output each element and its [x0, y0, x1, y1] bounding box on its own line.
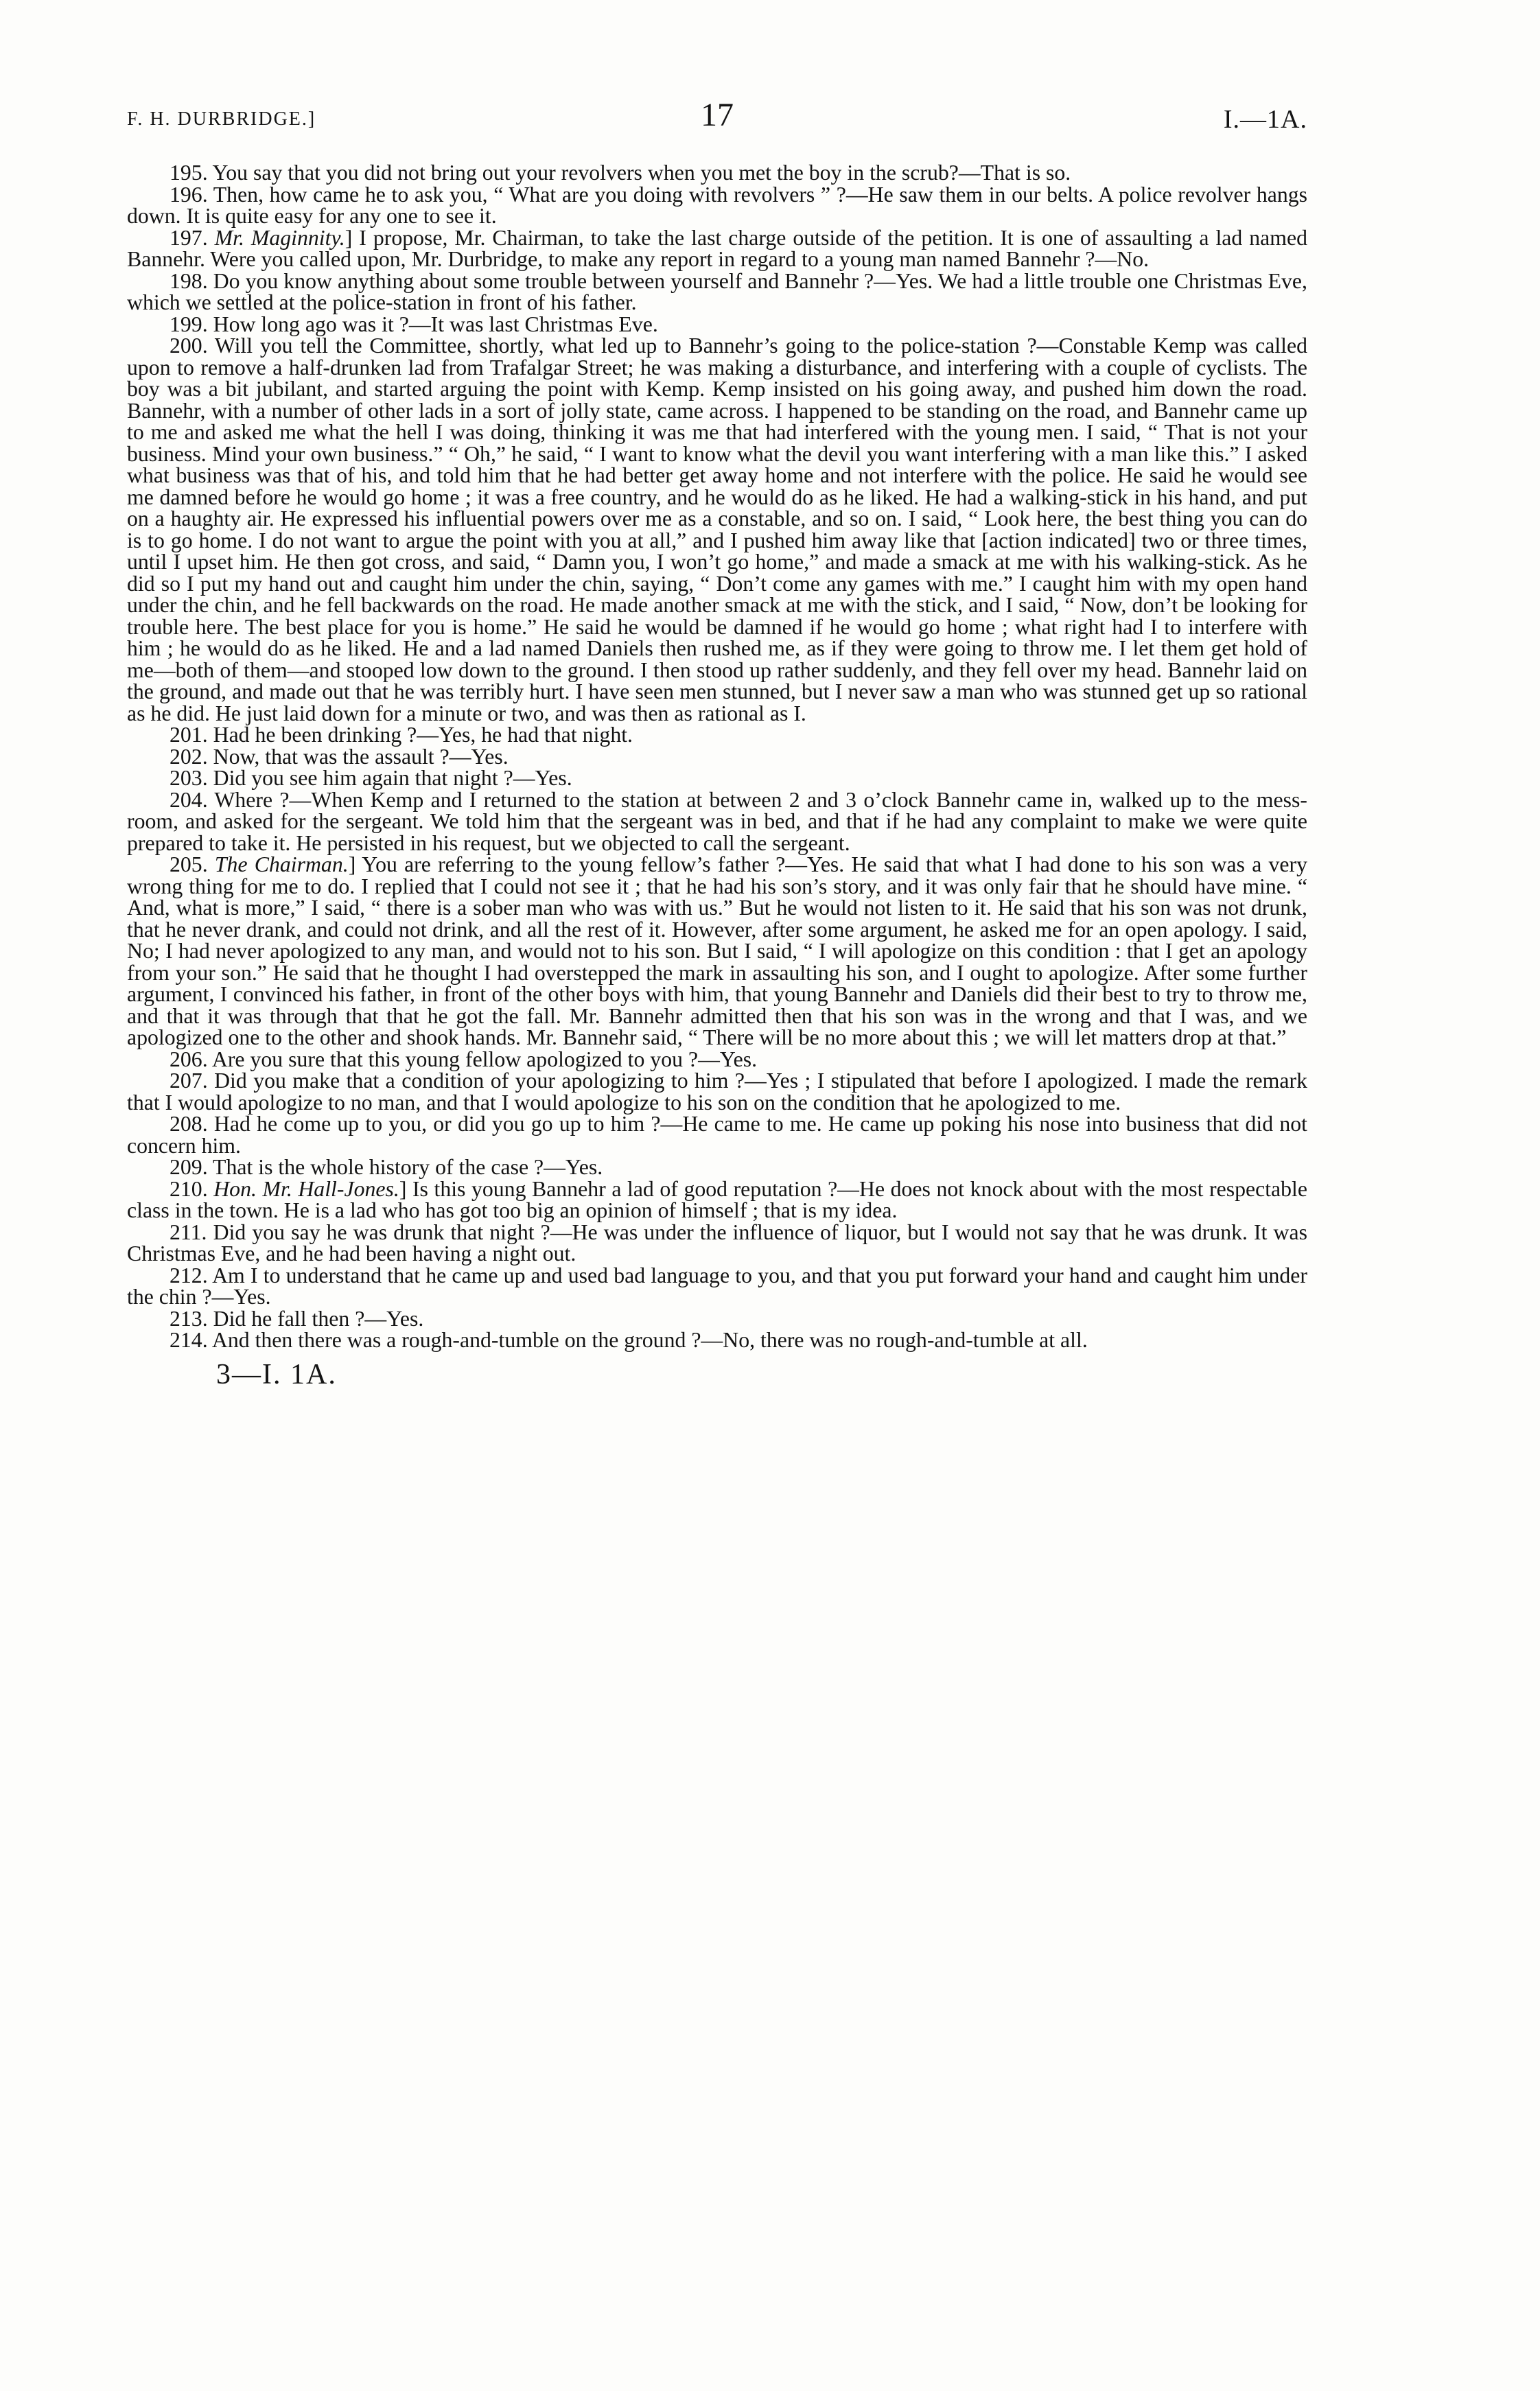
- question-paragraph: [127, 314, 1307, 336]
- question-number: 208.: [170, 1112, 208, 1136]
- question-number: 203.: [170, 766, 208, 790]
- question-number: 207.: [170, 1069, 208, 1093]
- question-answer-text: ] I propose, Mr. Chairman, to take the last charge outside of the petition. It is one of assaulting a lad named Bannehr. Were you called upon, Mr. Durbridge, to make any report in regard to a young man named Bannehr ?—No.: [127, 225, 1308, 271]
- question-number: 205.: [170, 852, 208, 876]
- question-number: 197.: [170, 225, 208, 250]
- question-answer-text: You say that you did not bring out your revolvers when you met the boy in the scrub?—That is so.: [212, 161, 1071, 185]
- question-answer-text: Do you know anything about some trouble between yourself and Bannehr ?—Yes. We had a little trouble one Christmas Eve, which we settled at the police-station in front of his father.: [127, 268, 1307, 314]
- question-number: 211.: [170, 1220, 207, 1244]
- question-answer-text: Did you make that a condition of your apologizing to him ?—Yes ; I stipulated that before I apologized. I made the remark that I would apologize to no man, and that I would apologize to his son on the condition that he apologized to me.: [127, 1069, 1307, 1115]
- page-number: 17: [701, 97, 734, 133]
- question-number: 196.: [170, 182, 208, 207]
- question-paragraph: [127, 767, 1307, 789]
- question-number: 209.: [170, 1155, 208, 1179]
- question-paragraph: [127, 854, 1307, 1049]
- question-number: 210.: [170, 1176, 208, 1201]
- question-answer-text: Am I to understand that he came up and used bad language to you, and that you put forward your hand and caught him under the chin ?—Yes.: [127, 1263, 1307, 1309]
- question-answer-text: Had he been drinking ?—Yes, he had that night.: [213, 723, 633, 747]
- question-paragraph: [127, 1222, 1307, 1265]
- question-paragraph: [127, 335, 1307, 724]
- question-answer-text: Are you sure that this young fellow apologized to you ?—Yes.: [211, 1047, 758, 1071]
- question-answer-text: Did you say he was drunk that night ?—He was under the influence of liquor, but I would not say that he was drunk. It was Christmas Eve, and he had been having a night out.: [127, 1220, 1308, 1266]
- question-number: 199.: [170, 312, 208, 336]
- question-answer-text: Then, how came he to ask you, “ What are you doing with revolvers ” ?—He saw them in our belts. A police revolver hangs down. It is quite easy for any one to see it.: [127, 182, 1308, 228]
- question-paragraph: [127, 1156, 1307, 1178]
- question-number: 195.: [170, 161, 208, 185]
- question-paragraph: [127, 1265, 1307, 1308]
- speaker-name: Mr. Maginnity.: [214, 225, 345, 250]
- header-witness-name: F. H. DURBRIDGE.]: [127, 108, 316, 130]
- question-paragraph: [127, 227, 1307, 270]
- question-answer-text: Did you see him again that night ?—Yes.: [213, 766, 572, 790]
- header-paper-reference: I.—1A.: [1223, 105, 1307, 134]
- question-number: 198.: [170, 268, 208, 293]
- question-number: 201.: [170, 723, 208, 747]
- document-page: [127, 96, 1307, 1391]
- question-paragraph: [127, 1178, 1307, 1222]
- question-answer-text: And then there was a rough-and-tumble on the ground ?—No, there was no rough-and-tumble at all.: [211, 1328, 1088, 1352]
- page-header: [127, 96, 1307, 144]
- question-number: 204.: [170, 787, 208, 812]
- speaker-name: Hon. Mr. Hall-Jones.: [213, 1176, 399, 1201]
- question-paragraph: [127, 162, 1307, 184]
- question-paragraph: [127, 1070, 1307, 1113]
- question-paragraph: [127, 746, 1307, 768]
- question-paragraph: [127, 1113, 1307, 1156]
- question-paragraph: [127, 270, 1307, 314]
- question-paragraph: [127, 1049, 1307, 1071]
- question-answer-text: Where ?—When Kemp and I returned to the station at between 2 and 3 o’clock Bannehr came in, walked up to the mess-room, and asked for the sergeant. We told him that the sergeant was in bed, and that if he had any complaint to make we were quite prepared to take it. He persisted in his request, but we objected to call the sergeant.: [127, 787, 1307, 855]
- question-paragraph: [127, 789, 1307, 854]
- question-paragraph: [127, 724, 1307, 746]
- question-paragraph: [127, 184, 1307, 227]
- question-number: 202.: [170, 744, 208, 769]
- question-number: 213.: [170, 1306, 208, 1331]
- question-answer-text: ] Is this young Bannehr a lad of good reputation ?—He does not knock about with the most respectable class in the town. He is a lad who has got too big an opinion of himself ; that is my idea.: [127, 1176, 1308, 1222]
- question-number: 200.: [170, 334, 208, 358]
- question-paragraph: [127, 1308, 1307, 1330]
- question-answer-text: Had he come up to you, or did you go up to him ?—He came to me. He came up poking his nose into business that did not concern him.: [127, 1112, 1308, 1158]
- question-answer-text: How long ago was it ?—It was last Christmas Eve.: [213, 312, 658, 336]
- question-answer-text: Will you tell the Committee, shortly, what led up to Bannehr’s going to the police-station ?—Constable Kemp was called upon to remove a half-drunken lad from Trafalgar Street; he was making a disturbance, and interfering with a couple of cyclists. The boy was a bit jubilant, and started arguing the point with Kemp. Kemp insisted on his going away, and pushed him down the road. Bannehr, with a number of other lads in a sort of jolly state, came across. I happened to be standing on the road, and Bannehr came up to me and asked me what the hell I was doing, thinking it was me that had interfered with the young men. I said, “ That is not your business. Mind your own business.” “ Oh,” he said, “ I want to know what the devil you want interfering with a man like this.” I asked what business was that of his, and told him that he had better get away home and not interfere with the police. He said he would see me damned before he would go home ; it was a free country, and he would do as he liked. He had a walking-stick in his hand, and put on a haughty air. He expressed his influential powers over me as a constable, and so on. I said, “ Look here, the best thing you can do is to go home. I do not want to argue the point with you at all,” and I pushed him away like that [action indicated] two or three times, until I upset him. He then got cross, and said, “ Damn you, I won’t go home,” and made a smack at me with his walking-stick. As he did so I put my hand out and caught him under the chin, saying, “ Don’t come any games with me.” I caught him with my open hand under the chin, and he fell backwards on the road. He made another smack at me with the stick, and I said, “ Now, don’t be looking for trouble here. The best place for you is home.” He said he would be damned if he would go home ; what right had I to interfere with him ; he would do as he liked. He and a lad named Daniels then rushed me, as if they were going to throw me. I let them get hold of me—both of them—and stooped low down to the ground. I then stood up rather suddenly, and they fell over my head. Bannehr laid on the ground, and made out that he was terribly hurt. I have seen men stunned, but I never saw a man who was stunned get up so rational as he did. He just laid down for a minute or two, and was then as rational as I.: [127, 334, 1308, 725]
- testimony-body: [127, 162, 1307, 1351]
- question-answer-text: ] You are referring to the young fellow’s father ?—Yes. He said that what I had done to his son was a very wrong thing for me to do. I replied that I could not see it ; that he had his son’s story, and it was only fair that he should have mine. “ And, what is more,” I said, “ there is a sober man who was with us.” But he would not listen to it. He said that his son was not drunk, that he never drank, and could not drink, and all the rest of it. However, after some argument, he asked me for an open apology. I said, No; I had never apologized to any man, and would not to his son. But I said, “ I will apologize on this condition : that I get an apology from your son.” He said that he thought I had overstepped the mark in assaulting his son, and I ought to apologize. After some further argument, I convinced his father, in front of the other boys with him, that young Bannehr and Daniels did their best to try to throw me, and that it was through that that he got the fall. Mr. Bannehr admitted then that his son was in the wrong and that I was, and we apologized one to the other and shook hands. Mr. Bannehr said, “ There will be no more about this ; we will let matters drop at that.”: [127, 852, 1307, 1049]
- question-answer-text: Did he fall then ?—Yes.: [213, 1306, 424, 1331]
- speaker-name: The Chairman.: [214, 852, 349, 876]
- question-answer-text: That is the whole history of the case ?—Yes.: [213, 1155, 603, 1179]
- question-paragraph: [127, 1329, 1307, 1351]
- question-number: 212.: [170, 1263, 208, 1287]
- question-number: 206.: [170, 1047, 208, 1071]
- question-answer-text: Now, that was the assault ?—Yes.: [213, 744, 509, 769]
- question-number: 214.: [170, 1328, 208, 1352]
- printer-signature-mark: 3—I. 1A.: [216, 1358, 337, 1390]
